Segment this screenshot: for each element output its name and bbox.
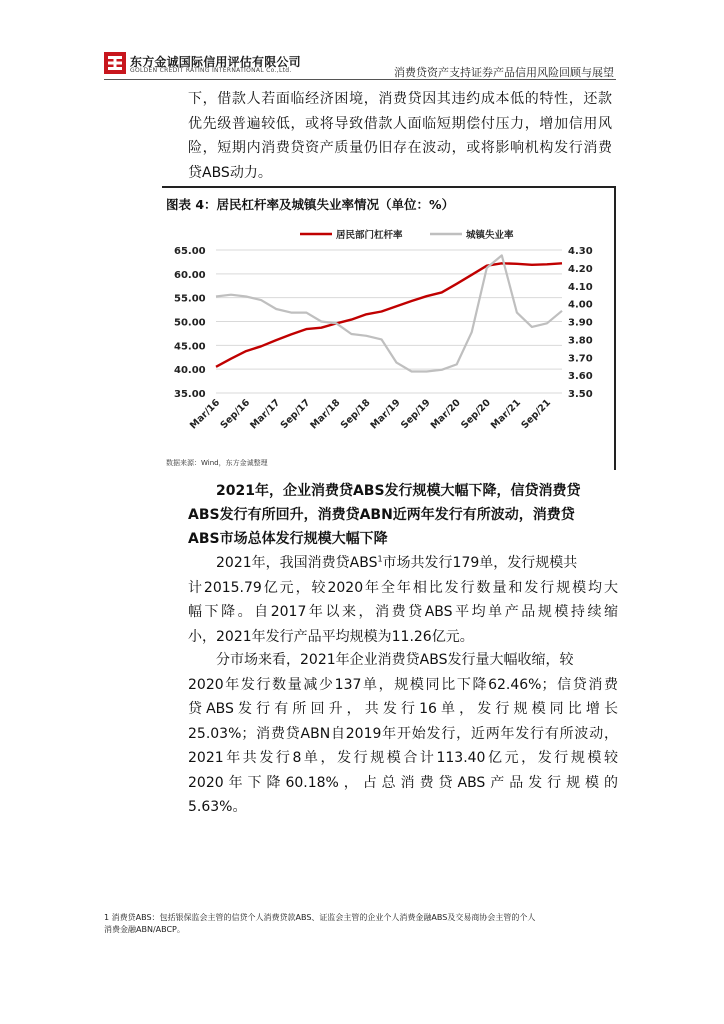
figure-right-border <box>614 186 616 470</box>
figure-top-border <box>162 186 616 188</box>
chart-legend <box>300 229 514 241</box>
legend-label: 居民部门杠杆率 <box>336 230 403 241</box>
y-right-tick-label: 4.20 <box>568 263 593 275</box>
footnote-line: 消费金融ABN/ABCP。 <box>104 925 185 934</box>
text-line: 小，2021年发行产品平均规模为11.26亿元。 <box>188 628 474 645</box>
y-right-tick-label: 3.70 <box>568 353 593 365</box>
footnote <box>104 912 616 936</box>
text-segment: 2021年，我国消费贷ABS <box>216 555 378 571</box>
text-line <box>188 551 618 576</box>
x-tick-label: Mar/18 <box>308 397 343 432</box>
text-line: 优先级普遍较低，或将导致借款人面临短期偿付压力，增加信用风 <box>188 115 612 132</box>
y-left-tick-label: 55.00 <box>174 293 206 305</box>
x-tick-label: Sep/17 <box>278 397 313 432</box>
x-tick-label: Mar/16 <box>188 397 223 432</box>
y-left-tick-label: 65.00 <box>174 246 206 257</box>
footnote-reference[interactable]: 1 <box>377 554 383 564</box>
text-segment: 市场共发行179单，发行规模共 <box>382 555 578 571</box>
y-left-tick-label: 35.00 <box>174 389 206 400</box>
company-name: 东方金诚国际信用评估有限公司 <box>130 55 301 69</box>
text-line: 险，短期内消费贷资产质量仍旧存在波动，或将影响机构发行消费 <box>188 140 612 156</box>
x-tick-label: Sep/19 <box>398 397 433 432</box>
heading-line: ABS市场总体发行规模大幅下降 <box>188 531 388 547</box>
text-line: 下，借款人若面临经济困境，消费贷因其违约成本低的特性，还款 <box>188 91 612 107</box>
paragraph-market-overview <box>188 551 618 649</box>
y-right-tick-label: 3.60 <box>568 371 593 383</box>
company-name-en: GOLDEN CREDIT RATING INTERNATIONAL Co.,Ltd. <box>130 67 292 74</box>
text-line: 幅下降。自2017年以来，消费贷ABS平均单产品规模持续缩 <box>188 604 618 620</box>
chart-grid <box>216 250 562 393</box>
x-tick-label: Sep/20 <box>459 397 493 432</box>
text-line: 贷ABS发行有所回升，共发行16单，发行规模同比增长 <box>188 701 618 717</box>
line-chart <box>162 220 612 456</box>
y-left-tick-label: 50.00 <box>174 317 206 329</box>
figure-source: 数据来源：Wind，东方金诚整理 <box>166 459 268 467</box>
text-line: 计2015.79亿元，较2020年全年相比发行数量和发行规模均大 <box>188 579 618 596</box>
y-left-tick-label: 40.00 <box>174 365 206 377</box>
y-right-tick-label: 3.50 <box>568 389 593 400</box>
y-right-tick-label: 4.10 <box>568 281 593 293</box>
text-line: 2020年下降60.18%，占总消费贷ABS产品发行规模的 <box>188 774 618 791</box>
heading-line: ABS发行有所回升，消费贷ABN近两年发行有所波动，消费贷 <box>188 507 575 523</box>
header-divider <box>104 79 616 80</box>
text-line: 2021年共发行8单，发行规模合计113.40亿元，发行规模较 <box>188 750 618 766</box>
figure-title: 图表 4：居民杠杆率及城镇失业率情况（单位：%） <box>166 197 455 212</box>
text-line: 5.63%。 <box>188 799 247 815</box>
legend-label: 城镇失业率 <box>466 230 514 241</box>
y-right-tick-label: 3.90 <box>568 317 593 329</box>
x-tick-label: Mar/17 <box>248 397 283 432</box>
y-left-tick-label: 60.00 <box>174 269 206 281</box>
x-tick-label: Mar/21 <box>488 397 523 432</box>
text-line: 2020年发行数量减少137单，规模同比下降62.46%；信贷消费 <box>188 676 618 693</box>
x-tick-label: Sep/16 <box>218 397 253 432</box>
x-tick-label: Sep/21 <box>519 397 554 432</box>
paragraph-market-breakdown <box>188 648 618 820</box>
x-tick-label: Mar/19 <box>368 397 403 432</box>
text-line: 分市场来看，2021年企业消费贷ABS发行量大幅收缩，较 <box>216 652 574 668</box>
y-right-tick-label: 4.30 <box>568 246 593 257</box>
y-left-tick-label: 45.00 <box>174 341 206 353</box>
x-tick-label: Mar/20 <box>428 397 463 432</box>
y-right-tick-label: 4.00 <box>568 299 593 311</box>
document-title: 消费贷资产支持证券产品信用风险回顾与展望 <box>394 66 614 79</box>
heading-line: 2021年，企业消费贷ABS发行规模大幅下降，信贷消费贷 <box>216 483 581 499</box>
series-line-unemployment <box>216 255 562 371</box>
section-heading <box>188 479 618 551</box>
y-right-tick-label: 3.80 <box>568 335 593 347</box>
text-line: 25.03%；消费贷ABN自2019年开始发行，近两年发行有所波动， <box>188 725 618 742</box>
intro-paragraph <box>188 87 612 185</box>
text-line: 贷ABS动力。 <box>188 164 272 181</box>
x-tick-label: Sep/18 <box>338 397 373 432</box>
company-logo <box>104 52 126 74</box>
chart-lines <box>216 255 562 371</box>
footnote-line: 1 消费贷ABS：包括银保监会主管的信贷个人消费贷款ABS、证监会主管的企业个人消费金融ABS及交易商协会主管的个人 <box>104 913 536 922</box>
